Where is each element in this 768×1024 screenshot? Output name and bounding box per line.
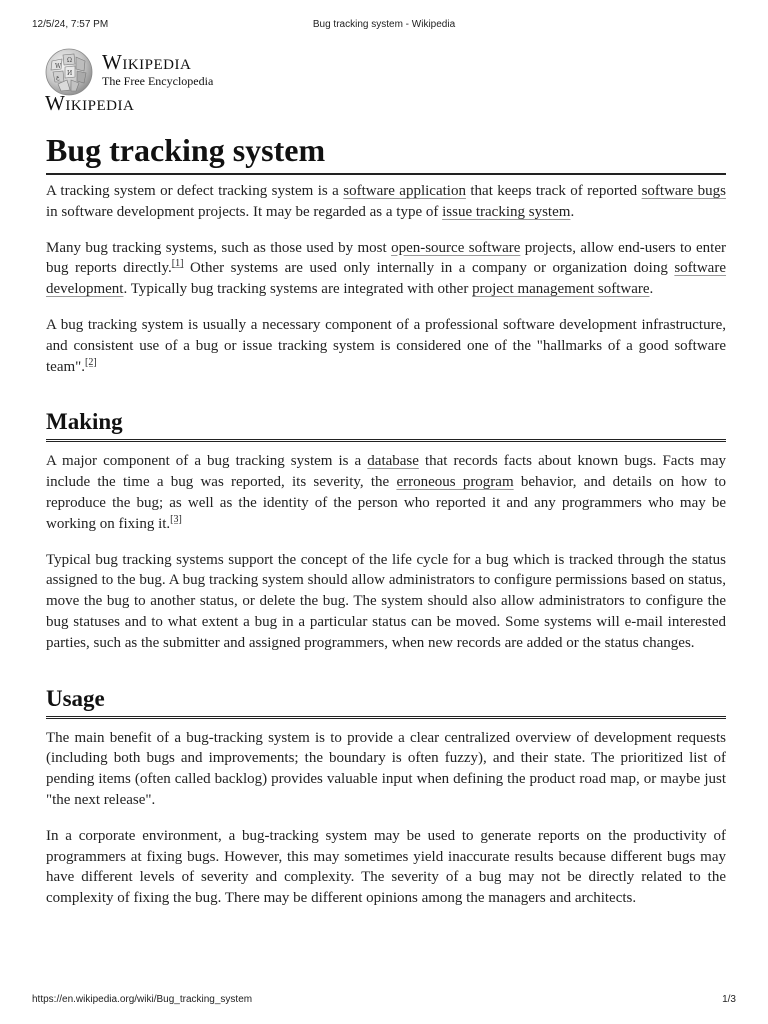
section-heading-making: Making <box>46 407 726 442</box>
svg-text:Ω: Ω <box>67 57 72 64</box>
text-run: projects, allow end-users to enter bug reports directly. <box>46 239 726 277</box>
link-issue-tracking-system[interactable]: issue tracking system <box>442 203 571 220</box>
wikipedia-logo[interactable] <box>44 46 304 116</box>
text-run: that records facts about known bugs. Facts may include the time a bug was reported, its severity, the <box>46 453 727 491</box>
making-paragraph-1 <box>46 451 726 534</box>
print-page-number: 1/3 <box>722 994 736 1005</box>
text-run: . <box>570 203 575 220</box>
print-page-title: Bug tracking system - Wikipedia <box>312 19 456 30</box>
text-run: in software development projects. It may be regarded as a type of <box>46 203 443 220</box>
text-run: behavior, and details on how to reproduce the bug; as well as the identity of the person who reported it and any programmers who may be working on fixing it. <box>46 474 726 532</box>
link-project-management-software[interactable]: project management software <box>472 281 650 298</box>
svg-text:ع: ع <box>56 74 60 81</box>
text-run: A major component of a bug tracking system is a <box>46 453 368 470</box>
text-run: that keeps track of reported <box>465 183 642 199</box>
svg-text:И: И <box>67 70 73 77</box>
print-timestamp: 12/5/24, 7:57 PM <box>32 19 109 30</box>
wikipedia-globe-icon <box>44 47 94 97</box>
text-run: . <box>649 281 654 298</box>
text-run: Other systems are used only internally in a company or organization doing <box>183 260 675 277</box>
making-paragraph-2: Typical bug tracking systems support the concept of the life cycle for a bug which is tracked through the status assigned to the bug. A bug tracking system should allow administrators to configure permissions based on status, move the bug to another status, or delete the bug. The system should also allow administrators to configure the bug statuses and to what extent a bug in a particular status can be moved. Some systems will e-mail interested parties, such as the submitter and assigned programmers, when new records are added or the status changes. <box>46 551 726 651</box>
intro-paragraph-3 <box>46 315 726 377</box>
article-content <box>46 128 726 909</box>
citation-2[interactable]: [2] <box>85 356 97 368</box>
print-header <box>32 19 736 33</box>
section-heading-usage: Usage <box>46 684 726 719</box>
text-run: Many bug tracking systems, such as those used by most <box>46 239 392 256</box>
citation-1[interactable]: [1] <box>171 258 184 270</box>
usage-paragraph-1: The main benefit of a bug-tracking system is to provide a clear centralized overview of development requests (including both bugs and improvements; the boundary is often fuzzy), and their state. The prioritized list of pending items (often called backlog) provides valuable input when defining the product road map, or maybe just "the next release". <box>46 729 726 808</box>
print-url[interactable]: https://en.wikipedia.org/wiki/Bug_tracking_system <box>32 994 253 1005</box>
link-open-source-software[interactable]: open-source software <box>391 239 521 256</box>
logo-tagline: The Free Encyclopedia <box>102 74 214 88</box>
link-software-bugs[interactable]: software bugs <box>641 183 726 199</box>
text-run: A bug tracking system is usually a necessary component of a professional software development infrastructure, and consistent use of a bug or issue tracking system is considered one of the "hallmarks of a good software team". <box>46 316 726 375</box>
print-footer <box>32 994 736 1008</box>
intro-paragraph-1 <box>46 181 726 223</box>
text-run: A tracking system or defect tracking system is a <box>46 183 344 199</box>
link-erroneous-program[interactable]: erroneous program <box>396 474 514 491</box>
text-run: . Typically bug tracking systems are integrated with other <box>123 281 473 298</box>
link-software-application[interactable]: software application <box>343 183 466 199</box>
page-title: Bug tracking system <box>46 128 726 175</box>
citation-3[interactable]: [3] <box>170 513 182 525</box>
link-database[interactable]: database <box>367 453 419 470</box>
link-software-development[interactable]: software development <box>46 260 726 298</box>
logo-wordmark-repeat: Wikipedia <box>45 91 135 115</box>
intro-paragraph-2 <box>46 238 726 300</box>
svg-text:W: W <box>55 63 62 70</box>
usage-paragraph-2: In a corporate environment, a bug-tracking system may be used to generate reports on the productivity of programmers at fixing bugs. However, this may sometimes yield inaccurate results because different bugs may have different levels of severity and complexity. The severity of a bug may not be directly related to the complexity of fixing the bug. There may be different opinions among the managers and architects. <box>46 827 726 907</box>
logo-wordmark: Wikipedia <box>102 50 192 74</box>
